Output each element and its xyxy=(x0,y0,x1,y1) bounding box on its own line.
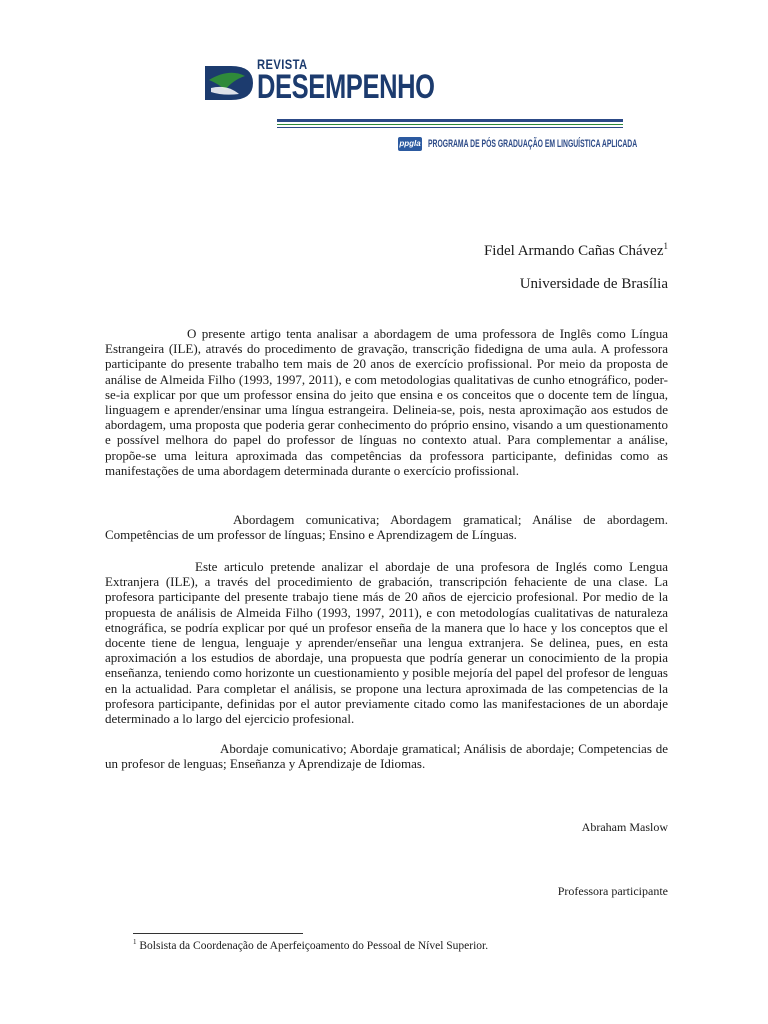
header-divider-green xyxy=(277,124,623,125)
footnote-mark: 1 xyxy=(133,938,137,946)
participant-label: Professora participante xyxy=(557,884,668,898)
program-name: PROGRAMA DE PÓS GRADUAÇÃO EM LINGUÍSTICA APLICADA xyxy=(428,138,638,150)
header-divider-thick xyxy=(277,119,623,122)
epigraph-author: Abraham Maslow xyxy=(581,820,668,834)
footnote-divider xyxy=(133,933,303,934)
author-affiliation: Universidade de Brasília xyxy=(519,276,668,292)
footnote-ref: 1 xyxy=(663,241,668,251)
journal-logo-title: DESEMPENHO xyxy=(257,68,435,106)
keywords-portuguese: Abordagem comunicativa; Abordagem gramatical; Análise de abordagem. Competências de um professor de línguas; Ensino e Aprendizagem de Línguas. xyxy=(105,512,668,543)
journal-logo xyxy=(205,56,435,112)
journal-logo-small-text: REVISTA xyxy=(257,56,308,72)
ppgla-logo: ppgla xyxy=(398,137,422,151)
footnote: $^1$ Bolsista da Coordenação de Aperfeiçoamento do Pessoal de Nível Superior. xyxy=(133,938,489,952)
keywords-spanish: Abordaje comunicativo; Abordaje gramatical; Análisis de abordaje; Competencias de un profesor de lenguas; Enseñanza y Aprendizaje de Idiomas. xyxy=(105,741,668,772)
author-name: Fidel Armando Cañas Chávez$^1$ xyxy=(483,241,668,259)
abstract-spanish: Este articulo pretende analizar el abordaje de una profesora de Inglés como Lengua Extranjera (ILE), a través del procedimiento de grabación, transcripción fehaciente de una clase. La profesora participante del presente trabajo tiene más de 20 años de ejercicio profesional. Por medio de la propuesta de análisis de Almeida Filho (1993, 1997, 2011), e con metodologías cualitativas de naturaleza etnográfica, se podría explicar por qué un profesor enseña de la manera que lo hace y los conceptos que el docente tiene de lengua, lenguaje y aprender/enseñar una lengua extranjera. Se delinea, pues, en esta aproximación a los estudios de abordaje, una propuesta que podría generar un conocimiento de la propia enseñanza, teniendo como horizonte un cuestionamiento y posible mejoría del papel del profesor de lenguas en la actualidad. Para completar el análisis, se propone una lectura aproximada de las competencias de la profesora participante, definidas por el autor previamente citado como las manifestaciones de un abordaje determinado a lo largo del ejercicio profesional. xyxy=(105,559,668,727)
journal-logo-mark-icon xyxy=(205,62,255,104)
abstract-portuguese: O presente artigo tenta analisar a abordagem de uma professora de Inglês como Língua Estrangeira (ILE), através do procedimento de gravação, transcrição fidedigna de uma aula. A professora participante do presente trabalho tem mais de 20 anos de exercício profissional. Por meio da proposta de análise de Almeida Filho (1993, 1997, 2011), e com metodologias qualitativas de cunho etnográfico, poder-se-ia explicar por que um professor ensina do jeito que ensina e os conceitos que o docente tem de língua, linguagem e aprender/ensinar uma língua estrangeira. Delineia-se, pois, nesta aproximação aos estudos de abordagem, uma proposta que poderia gerar conhecimento do próprio ensino, visando a um questionamento e possível melhora do papel do professor de línguas no contexto atual. Para complementar a análise, propõe-se uma leitura aproximada das competências da professora participante, definidas como as manifestações de uma abordagem determinada durante o exercício profissional. xyxy=(105,326,668,478)
header-divider-thin xyxy=(277,127,623,128)
